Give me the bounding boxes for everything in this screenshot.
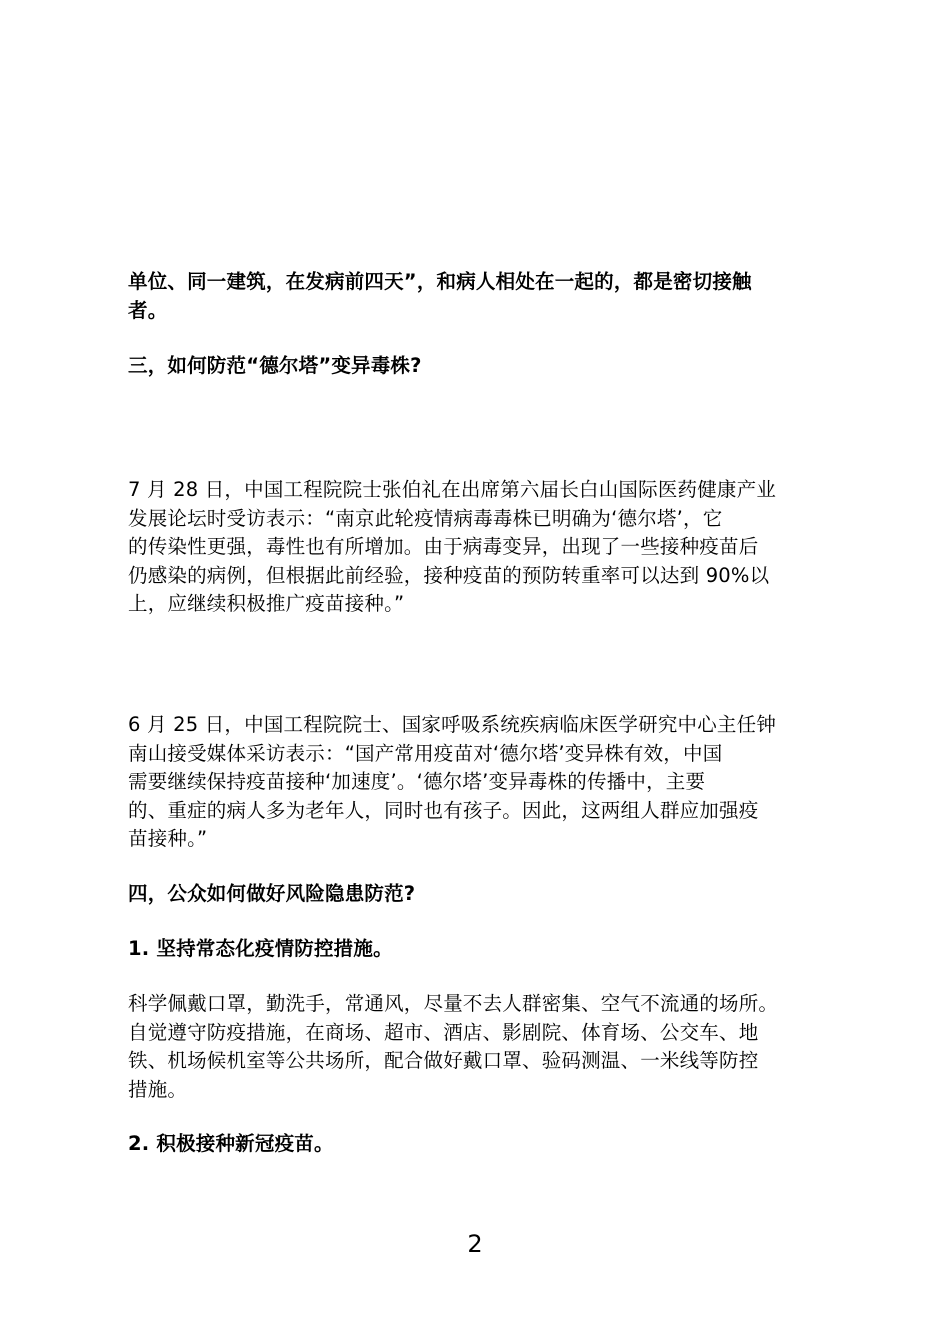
paragraph-zhang-boli: 7 月 28 日，中国工程院院士张伯礼在出席第六届长白山国际医药健康产业 发展论坛时受访表示：“南京此轮疫情病毒毒株已明确为‘德尔塔’，它 的传染性更强，毒性也有所增加。由于病毒变异，出现了一些接种疫苗后 仍感染的病例，但根据此前经验，接种疫苗的预防转重率可以达到 90%以 上，应继续积极推广疫苗接种。” <box>128 478 777 615</box>
section-heading-4: 四，公众如何做好风险隐患防范? <box>128 882 416 905</box>
paragraph-zhong-nanshan: 6 月 25 日，中国工程院院士、国家呼吸系统疾病临床医学研究中心主任钟 南山接受媒体采访表示：“国产常用疫苗对‘德尔塔’变异株有效，中国 需要继续保持疫苗接种‘加速度’。‘德尔塔’变异毒株的传播中，主要 的、重症的病人多为老年人，同时也有孩子。因此，这两组人群应加强疫 苗接种。” <box>128 713 777 850</box>
page-number: 2 <box>467 1230 483 1258</box>
subheading-4-2: 2. 积极接种新冠疫苗。 <box>128 1132 334 1155</box>
paragraph-prevention-measures: 科学佩戴口罩，勤洗手，常通风，尽量不去人群密集、空气不流通的场所。 自觉遵守防疫措施，在商场、超市、酒店、影剧院、体育场、公交车、地 铁、机场候机室等公共场所，配合做好戴口罩、验码测温、一米线等防控 措施。 <box>128 992 779 1101</box>
section-heading-3: 三，如何防范“德尔塔”变异毒株? <box>128 354 422 377</box>
subheading-4-1: 1. 坚持常态化疫情防控措施。 <box>128 937 393 960</box>
paragraph-close-contacts: 单位、同一建筑，在发病前四天”，和病人相处在一起的，都是密切接触 者。 <box>128 270 752 322</box>
